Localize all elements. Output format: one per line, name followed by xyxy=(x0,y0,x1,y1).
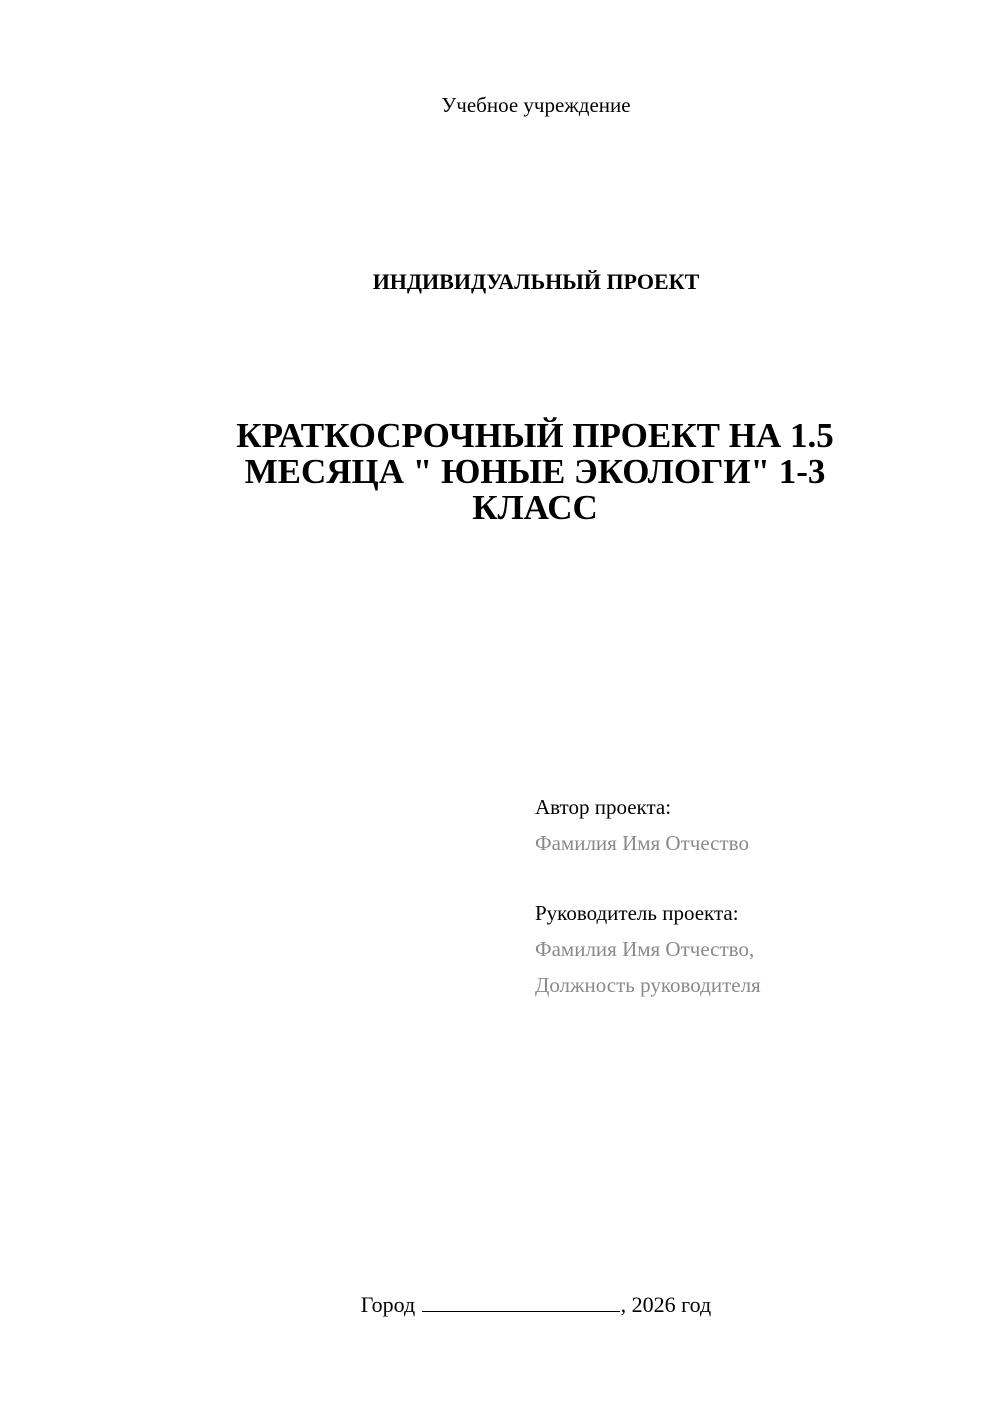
supervisor-position: Должность руководителя xyxy=(535,973,761,997)
city-label: Город xyxy=(360,1292,416,1317)
project-title-line-2: МЕСЯЦА " ЮНЫЕ ЭКОЛОГИ" 1-3 xyxy=(244,452,826,491)
city-blank-line xyxy=(422,1291,620,1312)
project-type-heading: ИНДИВИДУАЛЬНЫЙ ПРОЕКТ xyxy=(372,269,700,294)
credits-spacer xyxy=(535,861,975,895)
city-year-line xyxy=(0,1291,1000,1319)
institution-name: Учебное учреждение xyxy=(441,93,631,117)
supervisor-label: Руководитель проекта: xyxy=(535,901,739,925)
author-name: Фамилия Имя Отчество xyxy=(535,831,749,855)
year-text: , 2026 год xyxy=(620,1292,712,1317)
project-title-line-1: КРАТКОСРОЧНЫЙ ПРОЕКТ НА 1.5 xyxy=(236,416,834,455)
project-credits xyxy=(535,789,975,1003)
supervisor-name: Фамилия Имя Отчество, xyxy=(535,937,755,961)
project-title-line-3: КЛАСС xyxy=(472,488,598,527)
author-label: Автор проекта: xyxy=(535,795,672,819)
project-title xyxy=(180,418,890,526)
